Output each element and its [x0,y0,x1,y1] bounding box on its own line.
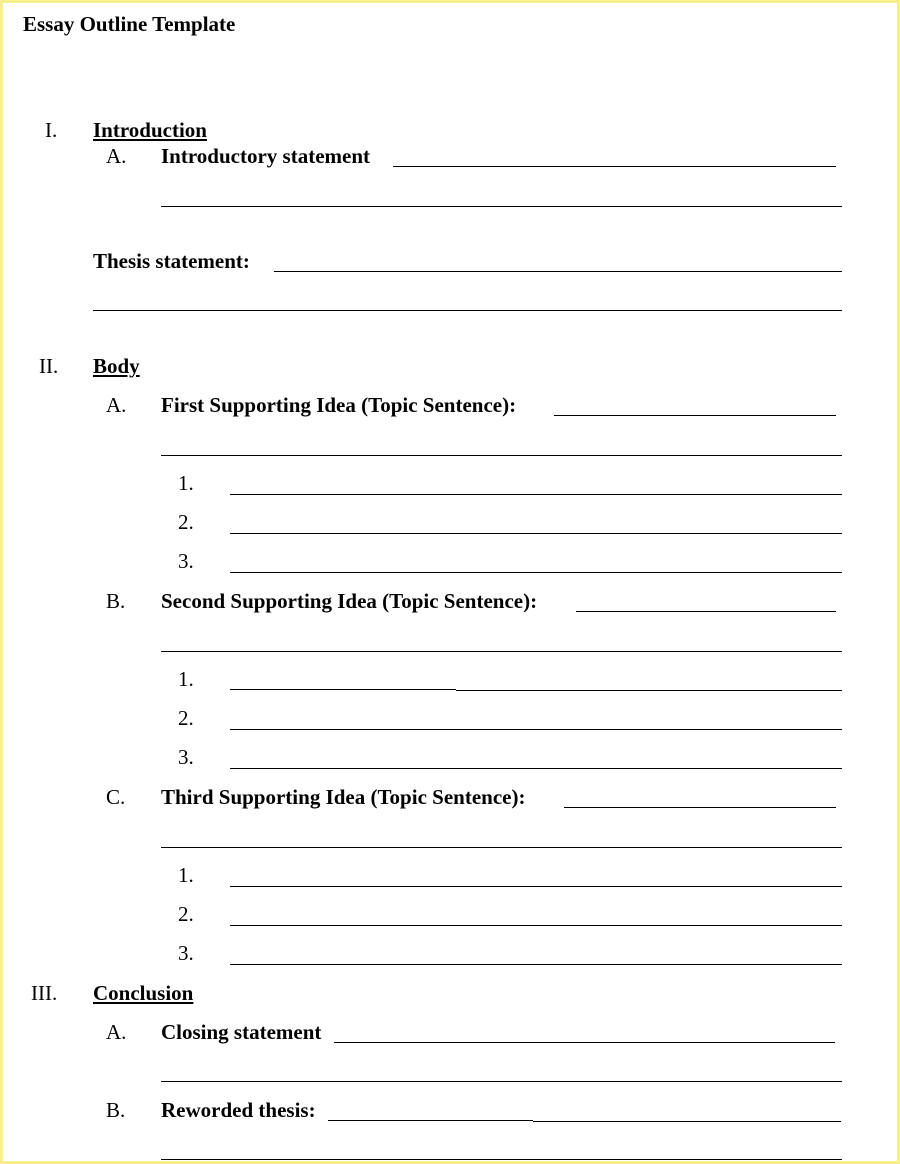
document-title: Essay Outline Template [23,12,236,36]
first-idea-point-3-blank[interactable] [230,572,842,573]
reworded-thesis-blank-thin[interactable] [533,1121,841,1122]
reworded-thesis-blank[interactable] [328,1120,533,1121]
section-numeral: I. [45,118,58,142]
point-number: 2. [178,902,194,926]
third-supporting-idea-blank-continued[interactable] [161,847,842,848]
point-number: 1. [178,471,194,495]
section-numeral: II. [39,354,59,378]
section-heading-body: Body [93,354,140,378]
section-heading-introduction: Introduction [93,118,207,142]
second-idea-point-1-blank[interactable] [230,689,456,690]
introductory-statement-label: Introductory statement [161,144,370,168]
closing-statement-label: Closing statement [161,1020,322,1044]
third-supporting-idea-blank[interactable] [564,807,836,808]
point-number: 1. [178,667,194,691]
thesis-statement-blank-continued[interactable] [93,310,842,311]
second-supporting-idea-blank[interactable] [576,611,836,612]
introductory-statement-blank-continued[interactable] [161,206,842,207]
third-idea-point-3-blank[interactable] [230,964,842,965]
introductory-statement-blank[interactable] [393,166,836,167]
first-idea-point-1-blank[interactable] [230,494,842,495]
point-number: 3. [178,941,194,965]
second-supporting-idea-blank-continued[interactable] [161,651,842,652]
point-number: 2. [178,510,194,534]
section-numeral: III. [31,981,58,1005]
first-supporting-idea-blank[interactable] [554,415,836,416]
item-letter: C. [106,785,126,809]
third-idea-point-1-blank[interactable] [230,886,842,887]
point-number: 3. [178,549,194,573]
first-idea-point-2-blank[interactable] [230,533,842,534]
second-idea-point-1-blank-thin[interactable] [456,690,842,691]
thesis-statement-label: Thesis statement: [93,249,250,273]
third-supporting-idea-label: Third Supporting Idea (Topic Sentence): [161,785,526,809]
closing-statement-blank[interactable] [334,1042,835,1043]
second-idea-point-3-blank[interactable] [230,768,842,769]
point-number: 3. [178,745,194,769]
item-letter: B. [106,1098,126,1122]
first-supporting-idea-blank-continued[interactable] [161,455,842,456]
item-letter: A. [106,1020,127,1044]
closing-statement-blank-continued[interactable] [161,1081,842,1082]
item-letter: A. [106,393,127,417]
second-supporting-idea-label: Second Supporting Idea (Topic Sentence): [161,589,538,613]
third-idea-point-2-blank[interactable] [230,925,842,926]
second-idea-point-2-blank[interactable] [230,729,842,730]
point-number: 2. [178,706,194,730]
thesis-statement-blank[interactable] [274,271,842,272]
point-number: 1. [178,863,194,887]
item-letter: B. [106,589,126,613]
item-letter: A. [106,144,127,168]
section-heading-conclusion: Conclusion [93,981,194,1005]
reworded-thesis-label: Reworded thesis: [161,1098,316,1122]
reworded-thesis-blank-continued[interactable] [161,1159,842,1160]
first-supporting-idea-label: First Supporting Idea (Topic Sentence): [161,393,517,417]
